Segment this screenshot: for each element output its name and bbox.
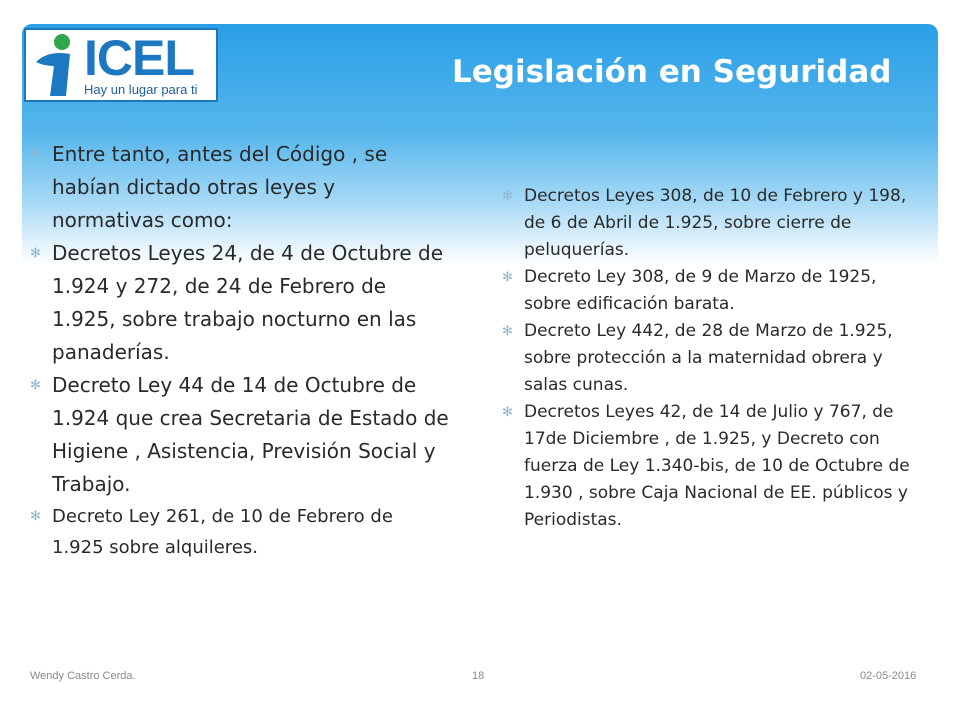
bullet-icon: ✻: [502, 270, 513, 285]
right-column-list: [502, 183, 922, 534]
list-item-text: Entre tanto, antes del Código , se habían dictado otras leyes y normativas como:: [52, 142, 388, 232]
list-item: [502, 183, 922, 264]
bullet-icon: ✻: [502, 405, 513, 420]
slide-title: Legislación en Seguridad: [452, 54, 892, 90]
logo-word: ICEL: [84, 30, 194, 86]
footer-author: Wendy Castro Cerda.: [30, 670, 136, 682]
list-item-text: Decreto Ley 261, de 10 de Febrero de 1.925 sobre alquileres.: [52, 506, 393, 558]
list-item-text: Decretos Leyes 24, de 4 de Octubre de 1.924 y 272, de 24 de Febrero de 1.925, sobre trabajo nocturno en las panaderías.: [52, 241, 444, 364]
bullet-icon: ✻: [30, 378, 41, 393]
list-item: [30, 237, 450, 369]
list-item: [502, 399, 922, 534]
footer-date: 02-05-2016: [860, 670, 917, 682]
bullet-icon: ✻: [30, 509, 41, 524]
bullet-icon: ✻: [30, 246, 41, 261]
list-item-text: Decretos Leyes 308, de 10 de Febrero y 198, de 6 de Abril de 1.925, sobre cierre de peluquerías.: [524, 186, 907, 260]
list-item: [30, 501, 450, 563]
list-item-text: Decreto Ley 44 de 14 de Octubre de 1.924 que crea Secretaria de Estado de Higiene , Asistencia, Previsión Social y Trabajo.: [52, 373, 449, 496]
logo-tagline: Hay un lugar para ti: [84, 82, 198, 97]
person-icon: [30, 32, 82, 98]
list-item: [502, 264, 922, 318]
list-item: [30, 138, 450, 237]
list-item-text: Decreto Ley 442, de 28 de Marzo de 1.925, sobre protección a la maternidad obrera y salas cunas.: [524, 321, 893, 395]
bullet-icon: ✻: [502, 189, 513, 204]
footer-page-number: 18: [472, 670, 485, 682]
list-item-text: Decretos Leyes 42, de 14 de Julio y 767, de 17de Diciembre , de 1.925, y Decreto con fuerza de Ley 1.340-bis, de 10 de Octubre de 1.930 , sobre Caja Nacional de EE. públicos y Periodistas.: [524, 402, 910, 530]
bullet-icon: ✻: [502, 324, 513, 339]
list-item: [30, 369, 450, 501]
bullet-icon: ✻: [30, 147, 41, 162]
list-item: [502, 318, 922, 399]
left-column-list: [30, 138, 450, 563]
icel-logo: [24, 28, 218, 102]
list-item-text: Decreto Ley 308, de 9 de Marzo de 1925, sobre edificación barata.: [524, 267, 877, 314]
